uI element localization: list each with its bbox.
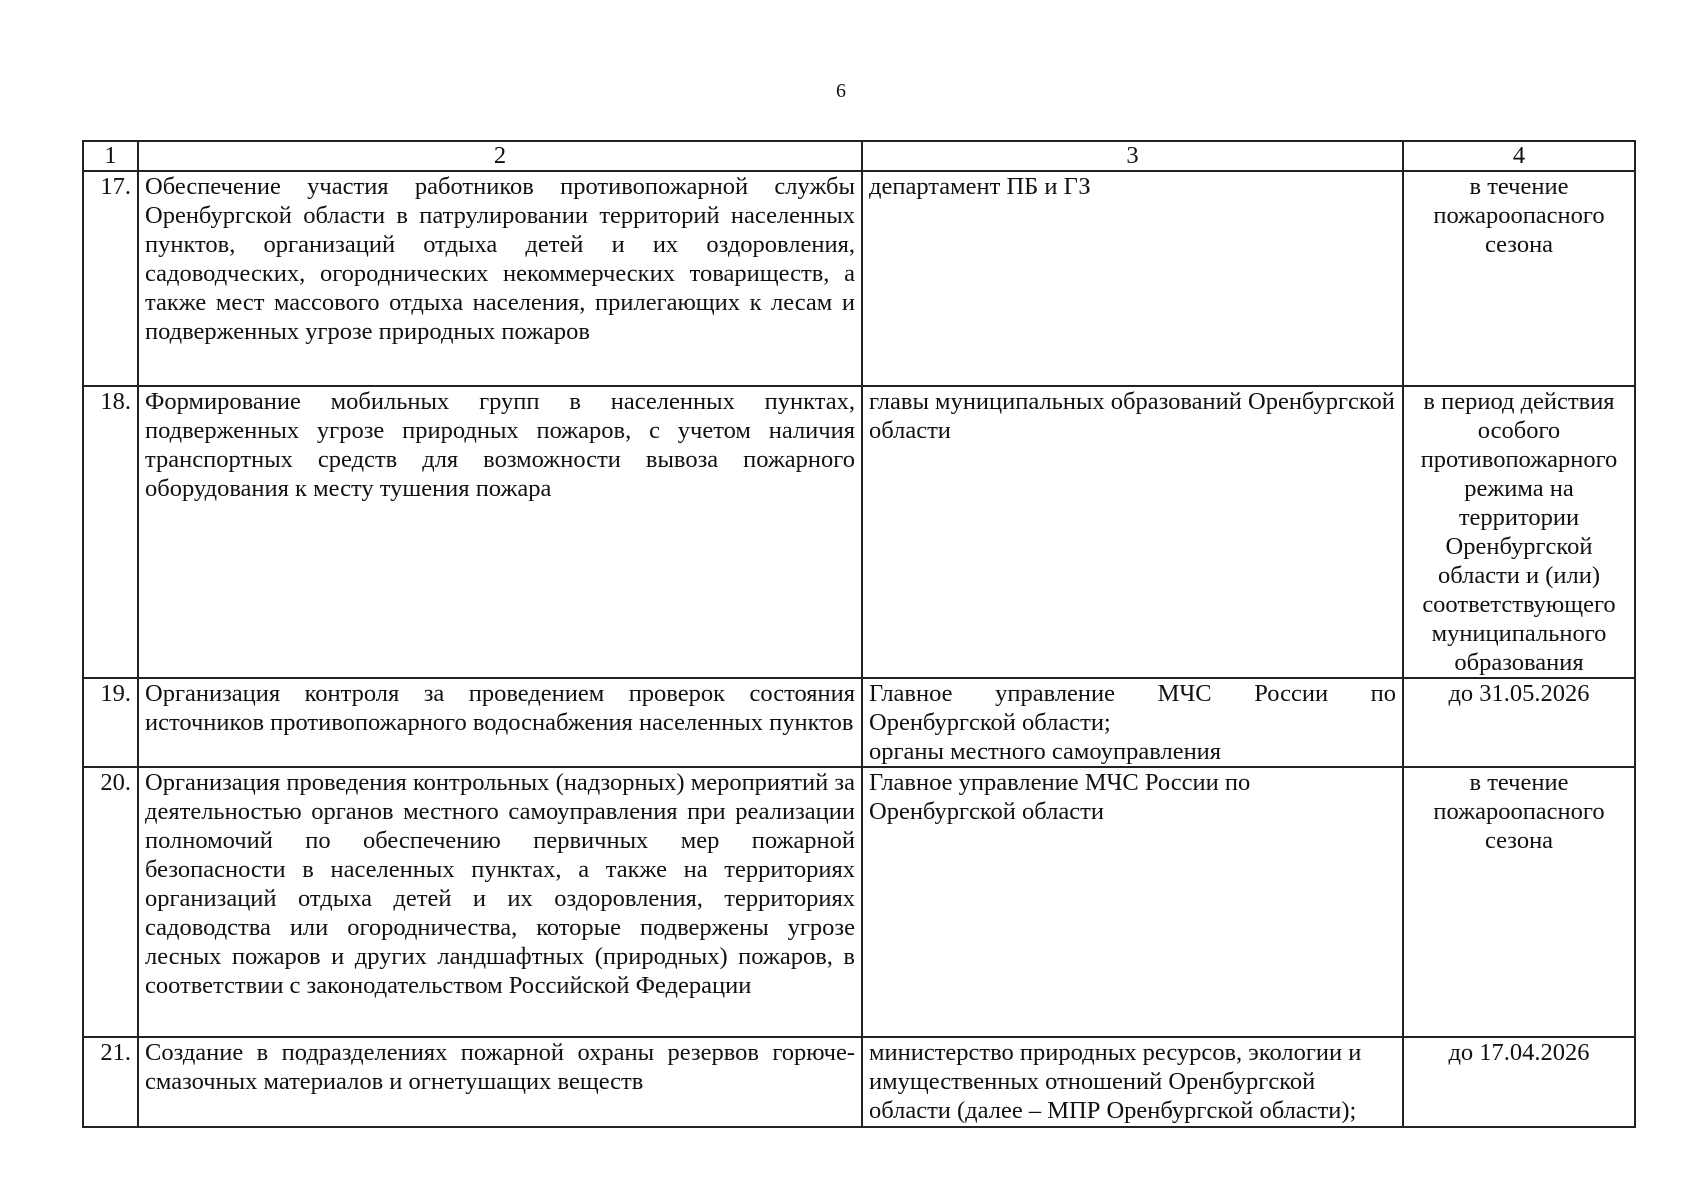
- row-number: 18.: [83, 386, 138, 678]
- row-responsible: главы муниципальных образований Оренбургской области: [862, 386, 1403, 678]
- header-col-action: 2: [138, 141, 862, 171]
- row-action: Создание в подразделениях пожарной охраны резервов горюче-смазочных материалов и огнетушащих веществ: [138, 1037, 862, 1127]
- responsible-line: Главное управление МЧС России по: [869, 680, 1396, 707]
- row-term: в течение пожароопасного сезона: [1403, 767, 1635, 1037]
- table-header-row: [83, 141, 1635, 171]
- row-action: Организация контроля за проведением проверок состояния источников противопожарного водоснабжения населенных пунктов: [138, 678, 862, 767]
- table-row: [83, 171, 1635, 386]
- responsible-line: Оренбургской области;: [869, 709, 1111, 736]
- row-term: в период действия особого противопожарного режима на территории Оренбургской области и (или) соответствующего муниципального образования: [1403, 386, 1635, 678]
- row-number: 19.: [83, 678, 138, 767]
- row-term: до 17.04.2026: [1403, 1037, 1635, 1127]
- responsible-line: органы местного самоуправления: [869, 738, 1222, 765]
- header-col-responsible: 3: [862, 141, 1403, 171]
- table-row: [83, 678, 1635, 767]
- row-responsible: министерство природных ресурсов, экологии и имущественных отношений Оренбургской области (далее – МПР Оренбургской области);: [862, 1037, 1403, 1127]
- table-row: [83, 767, 1635, 1037]
- table-row: [83, 1037, 1635, 1127]
- header-col-term: 4: [1403, 141, 1635, 171]
- header-col-number: 1: [83, 141, 138, 171]
- row-term: в течение пожароопасного сезона: [1403, 171, 1635, 386]
- row-action: Формирование мобильных групп в населенных пунктах, подверженных угрозе природных пожаров, с учетом наличия транспортных средств для возможности вывоза пожарного оборудования к месту тушения пожара: [138, 386, 862, 678]
- page-number: 6: [836, 80, 846, 102]
- row-responsible: департамент ПБ и ГЗ: [862, 171, 1403, 386]
- row-number: 21.: [83, 1037, 138, 1127]
- row-number: 17.: [83, 171, 138, 386]
- table-row: [83, 386, 1635, 678]
- row-responsible: [862, 678, 1403, 767]
- row-action: Организация проведения контрольных (надзорных) мероприятий за деятельностью органов местного самоуправления при реализации полномочий по обеспечению первичных мер пожарной безопасности в населенных пунктах, а также на территориях организаций отдыха детей и их оздоровления, территориях садоводства или огородничества, которые подвержены угрозе лесных пожаров и других ландшафтных (природных) пожаров, в соответствии с законодательством Российской Федерации: [138, 767, 862, 1037]
- row-number: 20.: [83, 767, 138, 1037]
- row-action: Обеспечение участия работников противопожарной службы Оренбургской области в патрулировании территорий населенных пунктов, организаций отдыха детей и их оздоровления, садоводческих, огороднических некоммерческих товариществ, а также мест массового отдыха населения, прилегающих к лесам и подверженных угрозе природных пожаров: [138, 171, 862, 386]
- measures-table: [82, 140, 1636, 1128]
- row-term: до 31.05.2026: [1403, 678, 1635, 767]
- row-responsible: Главное управление МЧС России по Оренбургской области: [862, 767, 1403, 1037]
